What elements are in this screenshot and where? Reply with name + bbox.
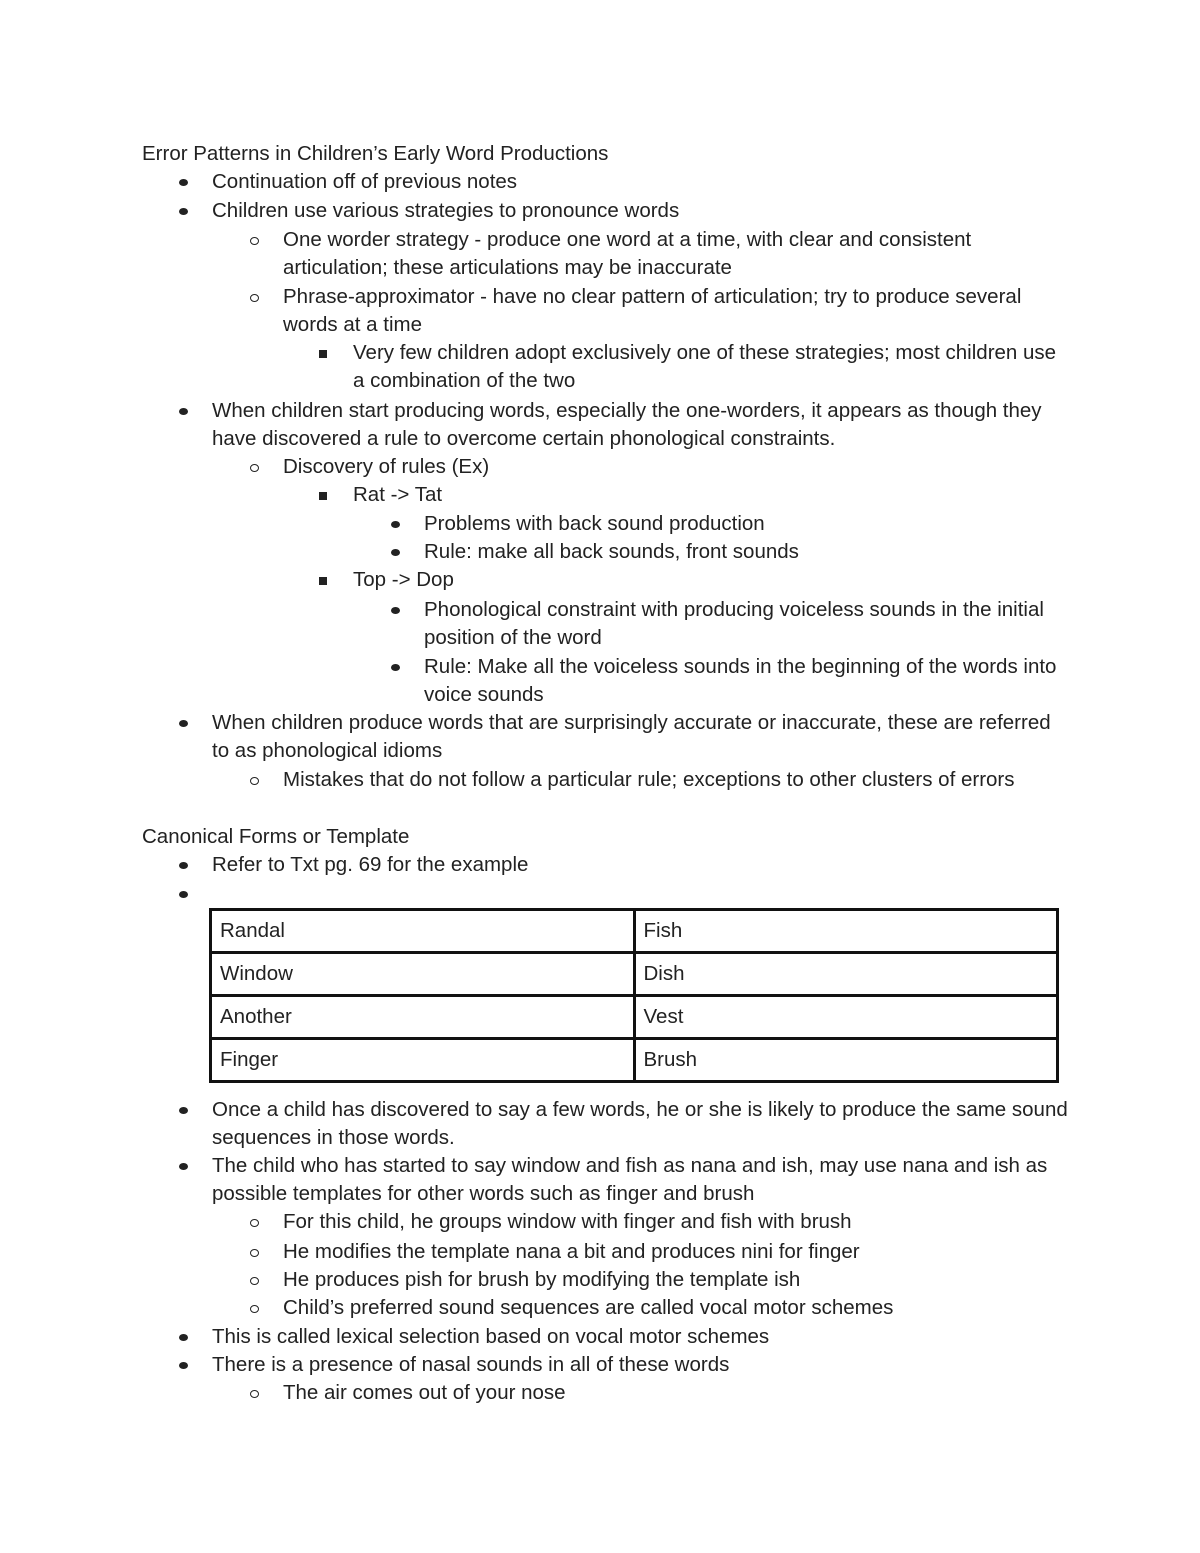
list-item: Rat -> Tat — [353, 481, 1073, 509]
bullet-hollow-icon — [250, 294, 259, 302]
list-item: This is called lexical selection based on vocal motor schemes — [212, 1323, 1072, 1351]
list-item: Phrase-approximator - have no clear pattern of articulation; try to produce several words at a time — [283, 283, 1073, 340]
bullet-square-icon — [319, 577, 327, 585]
list-item: Problems with back sound production — [424, 510, 1074, 538]
bullet-hollow-icon — [250, 464, 259, 472]
bullet-filled-icon — [179, 1362, 188, 1369]
table-cell: Brush — [634, 1039, 1058, 1082]
list-item: Rule: Make all the voiceless sounds in the beginning of the words into voice sounds — [424, 653, 1074, 710]
bullet-hollow-icon — [250, 1277, 259, 1285]
list-item: Child’s preferred sound sequences are called vocal motor schemes — [283, 1294, 1073, 1322]
list-item: Discovery of rules (Ex) — [283, 453, 1073, 481]
list-item: Phonological constraint with producing voiceless sounds in the initial position of the word — [424, 596, 1074, 653]
bullet-hollow-icon — [250, 1249, 259, 1257]
bullet-filled-icon — [179, 179, 188, 186]
bullet-filled-icon — [179, 208, 188, 215]
list-item: One worder strategy - produce one word at a time, with clear and consistent articulation; these articulations may be inaccurate — [283, 226, 1073, 283]
bullet-filled-icon — [179, 408, 188, 415]
table-cell: Window — [211, 953, 635, 996]
bullet-square-icon — [319, 492, 327, 500]
list-item: Top -> Dop — [353, 566, 1073, 594]
list-item: Continuation off of previous notes — [212, 168, 1072, 196]
bullet-filled-icon — [179, 1163, 188, 1170]
bullet-filled-icon — [391, 607, 400, 614]
bullet-hollow-icon — [250, 237, 259, 245]
word-table — [209, 908, 1059, 1083]
bullet-filled-icon — [179, 862, 188, 869]
list-item: There is a presence of nasal sounds in all of these words — [212, 1351, 1072, 1379]
table-cell: Dish — [634, 953, 1058, 996]
list-item: The child who has started to say window and fish as nana and ish, may use nana and ish as possible templates for other words such as finger and brush — [212, 1152, 1072, 1209]
bullet-hollow-icon — [250, 1305, 259, 1313]
list-item: When children produce words that are surprisingly accurate or inaccurate, these are referred to as phonological idioms — [212, 709, 1072, 766]
table-row — [211, 953, 1058, 996]
list-item: He produces pish for brush by modifying the template ish — [283, 1266, 1073, 1294]
bullet-hollow-icon — [250, 777, 259, 785]
table-cell: Randal — [211, 910, 635, 953]
section-heading: Canonical Forms or Template — [142, 825, 410, 848]
list-item: He modifies the template nana a bit and produces nini for finger — [283, 1238, 1073, 1266]
table-cell: Another — [211, 996, 635, 1039]
bullet-square-icon — [319, 350, 327, 358]
list-item: Children use various strategies to pronounce words — [212, 197, 1072, 225]
bullet-filled-icon — [179, 720, 188, 727]
table-cell: Fish — [634, 910, 1058, 953]
bullet-filled-icon — [179, 1107, 188, 1114]
bullet-hollow-icon — [250, 1219, 259, 1227]
list-item: Once a child has discovered to say a few words, he or she is likely to produce the same sound sequences in those words. — [212, 1096, 1072, 1153]
bullet-filled-icon — [391, 664, 400, 671]
bullet-filled-icon — [391, 549, 400, 556]
table-cell: Vest — [634, 996, 1058, 1039]
list-item: The air comes out of your nose — [283, 1379, 1073, 1407]
bullet-filled-icon — [179, 891, 188, 898]
list-item: Very few children adopt exclusively one of these strategies; most children use a combination of the two — [353, 339, 1073, 396]
bullet-filled-icon — [179, 1334, 188, 1341]
list-item: For this child, he groups window with finger and fish with brush — [283, 1208, 1073, 1236]
list-item: Rule: make all back sounds, front sounds — [424, 538, 1074, 566]
list-item: Mistakes that do not follow a particular rule; exceptions to other clusters of errors — [283, 766, 1073, 794]
table-row — [211, 1039, 1058, 1082]
table-row — [211, 910, 1058, 953]
bullet-filled-icon — [391, 521, 400, 528]
table-row — [211, 996, 1058, 1039]
bullet-hollow-icon — [250, 1390, 259, 1398]
list-item: When children start producing words, especially the one-worders, it appears as though they have discovered a rule to overcome certain phonological constraints. — [212, 397, 1072, 454]
section-heading: Error Patterns in Children’s Early Word Productions — [142, 142, 609, 165]
table-cell: Finger — [211, 1039, 635, 1082]
list-item: Refer to Txt pg. 69 for the example — [212, 851, 1072, 879]
